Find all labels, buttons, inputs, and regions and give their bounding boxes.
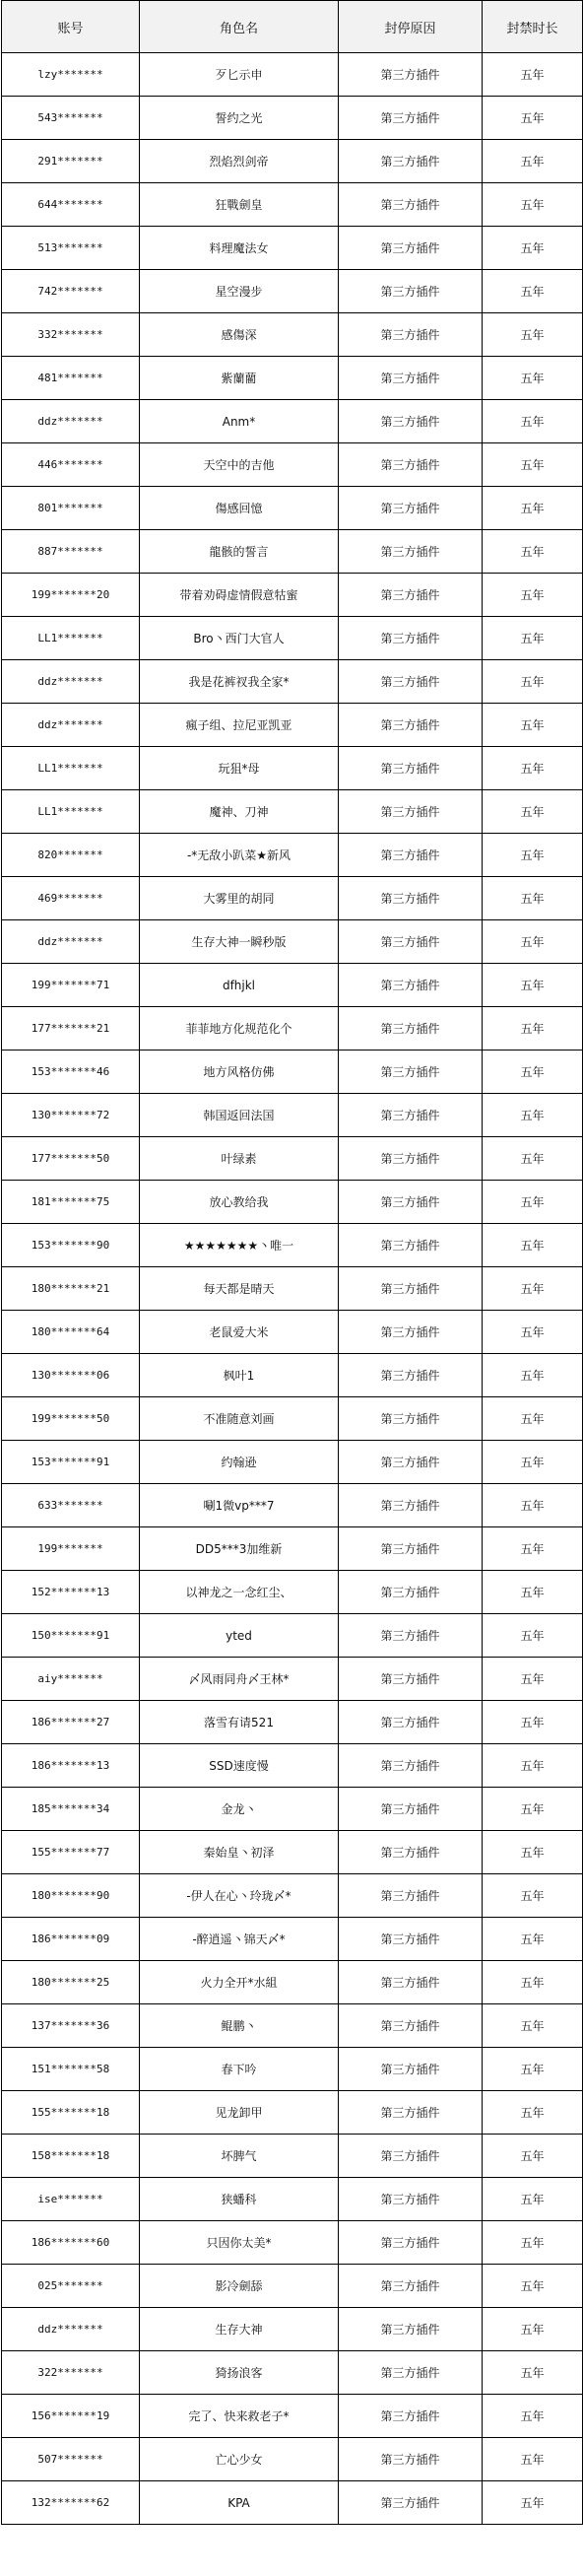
ban-duration-cell: 五年 — [483, 574, 583, 617]
role-name-cell: 枫叶1 — [140, 1354, 339, 1397]
account-cell: 291******* — [2, 140, 140, 183]
ban-duration-cell: 五年 — [483, 313, 583, 357]
role-name-cell: 叶绿素 — [140, 1137, 339, 1181]
ban-reason-cell: 第三方插件 — [339, 227, 483, 270]
ban-duration-cell: 五年 — [483, 2048, 583, 2091]
ban-reason-cell: 第三方插件 — [339, 1354, 483, 1397]
role-name-cell: 星空漫步 — [140, 270, 339, 313]
role-name-cell: 秦始皇丶初泽 — [140, 1831, 339, 1874]
ban-reason-cell: 第三方插件 — [339, 530, 483, 574]
ban-duration-cell: 五年 — [483, 704, 583, 747]
table-row — [2, 2048, 583, 2091]
ban-reason-cell: 第三方插件 — [339, 357, 483, 400]
ban-reason-cell: 第三方插件 — [339, 1831, 483, 1874]
header-role-name: 角色名 — [140, 1, 339, 53]
role-name-cell: 春下吟 — [140, 2048, 339, 2091]
role-name-cell: 料理魔法女 — [140, 227, 339, 270]
table-row — [2, 747, 583, 790]
account-cell: 180*******64 — [2, 1311, 140, 1354]
ban-reason-cell: 第三方插件 — [339, 487, 483, 530]
account-cell: 181*******75 — [2, 1181, 140, 1224]
ban-reason-cell: 第三方插件 — [339, 1701, 483, 1744]
account-cell: ddz******* — [2, 920, 140, 964]
ban-duration-cell: 五年 — [483, 2395, 583, 2438]
table-row — [2, 530, 583, 574]
role-name-cell: 生存大神一瞬秒版 — [140, 920, 339, 964]
table-row — [2, 617, 583, 660]
ban-reason-cell: 第三方插件 — [339, 400, 483, 443]
table-row — [2, 2481, 583, 2525]
account-cell: 130*******72 — [2, 1094, 140, 1137]
ban-duration-cell: 五年 — [483, 2481, 583, 2525]
table-row — [2, 1701, 583, 1744]
table-row — [2, 1441, 583, 1484]
ban-reason-cell: 第三方插件 — [339, 2048, 483, 2091]
header-ban-reason: 封停原因 — [339, 1, 483, 53]
account-cell: 130*******06 — [2, 1354, 140, 1397]
role-name-cell: 天空中的吉他 — [140, 443, 339, 487]
ban-duration-cell: 五年 — [483, 270, 583, 313]
table-row — [2, 574, 583, 617]
role-name-cell: 不准随意刘画 — [140, 1397, 339, 1441]
ban-duration-cell: 五年 — [483, 964, 583, 1007]
ban-reason-cell: 第三方插件 — [339, 53, 483, 97]
table-row — [2, 1224, 583, 1267]
table-row — [2, 790, 583, 834]
table-row — [2, 1874, 583, 1918]
ban-reason-cell: 第三方插件 — [339, 2221, 483, 2265]
header-row — [2, 1, 583, 53]
ban-reason-cell: 第三方插件 — [339, 747, 483, 790]
role-name-cell: 唰1微vp***7 — [140, 1484, 339, 1527]
role-name-cell: 带着劝碍虚情假意牯蜜 — [140, 574, 339, 617]
ban-reason-cell: 第三方插件 — [339, 443, 483, 487]
role-name-cell: 烈焰烈剑帝 — [140, 140, 339, 183]
table-row — [2, 1571, 583, 1614]
ban-duration-cell: 五年 — [483, 1267, 583, 1311]
account-cell: 887******* — [2, 530, 140, 574]
role-name-cell: -醉逍遥丶锦天〆* — [140, 1918, 339, 1961]
ban-reason-cell: 第三方插件 — [339, 1397, 483, 1441]
table-row — [2, 1614, 583, 1658]
ban-duration-cell: 五年 — [483, 2308, 583, 2351]
table-row — [2, 1311, 583, 1354]
ban-list-table — [1, 0, 583, 2525]
ban-duration-cell: 五年 — [483, 1744, 583, 1788]
account-cell: 158*******18 — [2, 2135, 140, 2178]
account-cell: 543******* — [2, 97, 140, 140]
role-name-cell: 约翰逊 — [140, 1441, 339, 1484]
table-row — [2, 53, 583, 97]
ban-reason-cell: 第三方插件 — [339, 1311, 483, 1354]
table-row — [2, 1137, 583, 1181]
table-row — [2, 1658, 583, 1701]
table-row — [2, 2004, 583, 2048]
ban-duration-cell: 五年 — [483, 183, 583, 227]
account-cell: 469******* — [2, 877, 140, 920]
table-row — [2, 704, 583, 747]
ban-duration-cell: 五年 — [483, 53, 583, 97]
ban-reason-cell: 第三方插件 — [339, 140, 483, 183]
role-name-cell: 菲菲地方化规范化个 — [140, 1007, 339, 1051]
account-cell: 801******* — [2, 487, 140, 530]
table-row — [2, 2308, 583, 2351]
ban-duration-cell: 五年 — [483, 140, 583, 183]
account-cell: ise******* — [2, 2178, 140, 2221]
ban-reason-cell: 第三方插件 — [339, 834, 483, 877]
ban-reason-cell: 第三方插件 — [339, 1137, 483, 1181]
ban-duration-cell: 五年 — [483, 1484, 583, 1527]
ban-duration-cell: 五年 — [483, 2438, 583, 2481]
account-cell: 507******* — [2, 2438, 140, 2481]
ban-reason-cell: 第三方插件 — [339, 1051, 483, 1094]
ban-duration-cell: 五年 — [483, 1441, 583, 1484]
table-row — [2, 660, 583, 704]
table-row — [2, 1527, 583, 1571]
ban-reason-cell: 第三方插件 — [339, 1961, 483, 2004]
ban-duration-cell: 五年 — [483, 487, 583, 530]
account-cell: ddz******* — [2, 704, 140, 747]
role-name-cell: 紫蘭藺 — [140, 357, 339, 400]
account-cell: 633******* — [2, 1484, 140, 1527]
role-name-cell: 老鼠爱大米 — [140, 1311, 339, 1354]
table-row — [2, 1744, 583, 1788]
role-name-cell: 玩狙*母 — [140, 747, 339, 790]
account-cell: 644******* — [2, 183, 140, 227]
ban-duration-cell: 五年 — [483, 2351, 583, 2395]
table-row — [2, 1007, 583, 1051]
account-cell: 186*******09 — [2, 1918, 140, 1961]
account-cell: 180*******21 — [2, 1267, 140, 1311]
table-row — [2, 877, 583, 920]
ban-duration-cell: 五年 — [483, 1007, 583, 1051]
role-name-cell: 金龙丶 — [140, 1788, 339, 1831]
table-row — [2, 2351, 583, 2395]
table-row — [2, 1094, 583, 1137]
ban-reason-cell: 第三方插件 — [339, 2438, 483, 2481]
ban-reason-cell: 第三方插件 — [339, 2351, 483, 2395]
role-name-cell: 坏脾气 — [140, 2135, 339, 2178]
ban-duration-cell: 五年 — [483, 97, 583, 140]
table-row — [2, 1484, 583, 1527]
ban-reason-cell: 第三方插件 — [339, 1267, 483, 1311]
table-row — [2, 1267, 583, 1311]
table-row — [2, 1181, 583, 1224]
role-name-cell: 落雪有请521 — [140, 1701, 339, 1744]
role-name-cell: dfhjkl — [140, 964, 339, 1007]
table-row — [2, 1354, 583, 1397]
account-cell: 177*******50 — [2, 1137, 140, 1181]
role-name-cell: 傷感回憶 — [140, 487, 339, 530]
role-name-cell: 〆风雨同舟〆王林* — [140, 1658, 339, 1701]
table-row — [2, 2221, 583, 2265]
role-name-cell: 我是花裤衩我全家* — [140, 660, 339, 704]
ban-reason-cell: 第三方插件 — [339, 2265, 483, 2308]
role-name-cell: 见龙卸甲 — [140, 2091, 339, 2135]
ban-reason-cell: 第三方插件 — [339, 313, 483, 357]
ban-reason-cell: 第三方插件 — [339, 1571, 483, 1614]
ban-duration-cell: 五年 — [483, 1831, 583, 1874]
role-name-cell: 誓约之光 — [140, 97, 339, 140]
role-name-cell: 鲲鹏丶 — [140, 2004, 339, 2048]
ban-reason-cell: 第三方插件 — [339, 1007, 483, 1051]
ban-reason-cell: 第三方插件 — [339, 1224, 483, 1267]
ban-duration-cell: 五年 — [483, 1051, 583, 1094]
account-cell: 132*******62 — [2, 2481, 140, 2525]
account-cell: 742******* — [2, 270, 140, 313]
ban-duration-cell: 五年 — [483, 1397, 583, 1441]
table-row — [2, 1831, 583, 1874]
account-cell: 156*******19 — [2, 2395, 140, 2438]
ban-reason-cell: 第三方插件 — [339, 877, 483, 920]
ban-reason-cell: 第三方插件 — [339, 1658, 483, 1701]
ban-duration-cell: 五年 — [483, 790, 583, 834]
role-name-cell: 以神龙之一念红尘、 — [140, 1571, 339, 1614]
account-cell: 153*******91 — [2, 1441, 140, 1484]
ban-reason-cell: 第三方插件 — [339, 2004, 483, 2048]
ban-duration-cell: 五年 — [483, 1961, 583, 2004]
table-row — [2, 400, 583, 443]
table-row — [2, 270, 583, 313]
table-row — [2, 2091, 583, 2135]
account-cell: 186*******13 — [2, 1744, 140, 1788]
ban-reason-cell: 第三方插件 — [339, 617, 483, 660]
role-name-cell: KPA — [140, 2481, 339, 2525]
account-cell: 177*******21 — [2, 1007, 140, 1051]
role-name-cell: 狂戰劍皇 — [140, 183, 339, 227]
role-name-cell: 影冷劍舔 — [140, 2265, 339, 2308]
table-row — [2, 1918, 583, 1961]
account-cell: 820******* — [2, 834, 140, 877]
account-cell: 151*******58 — [2, 2048, 140, 2091]
role-name-cell: 狭蟠科 — [140, 2178, 339, 2221]
role-name-cell: 完了、快来救老子* — [140, 2395, 339, 2438]
ban-list-body — [2, 53, 583, 2525]
role-name-cell: 每天都是晴天 — [140, 1267, 339, 1311]
account-cell: ddz******* — [2, 400, 140, 443]
role-name-cell: 猗扬浪客 — [140, 2351, 339, 2395]
ban-duration-cell: 五年 — [483, 2178, 583, 2221]
table-row — [2, 487, 583, 530]
ban-duration-cell: 五年 — [483, 1527, 583, 1571]
table-row — [2, 443, 583, 487]
role-name-cell: -伊人在心丶玲珑〆* — [140, 1874, 339, 1918]
table-row — [2, 1397, 583, 1441]
ban-duration-cell: 五年 — [483, 617, 583, 660]
ban-reason-cell: 第三方插件 — [339, 1614, 483, 1658]
role-name-cell: 大雾里的胡同 — [140, 877, 339, 920]
ban-duration-cell: 五年 — [483, 1918, 583, 1961]
ban-reason-cell: 第三方插件 — [339, 574, 483, 617]
ban-reason-cell: 第三方插件 — [339, 790, 483, 834]
ban-duration-cell: 五年 — [483, 920, 583, 964]
account-cell: ddz******* — [2, 2308, 140, 2351]
ban-reason-cell: 第三方插件 — [339, 97, 483, 140]
account-cell: 481******* — [2, 357, 140, 400]
ban-duration-cell: 五年 — [483, 2004, 583, 2048]
ban-reason-cell: 第三方插件 — [339, 1874, 483, 1918]
account-cell: LL1******* — [2, 790, 140, 834]
ban-duration-cell: 五年 — [483, 1094, 583, 1137]
ban-duration-cell: 五年 — [483, 1614, 583, 1658]
table-row — [2, 2178, 583, 2221]
table-row — [2, 2395, 583, 2438]
ban-reason-cell: 第三方插件 — [339, 2395, 483, 2438]
ban-duration-cell: 五年 — [483, 747, 583, 790]
ban-reason-cell: 第三方插件 — [339, 1094, 483, 1137]
header-ban-duration: 封禁时长 — [483, 1, 583, 53]
account-cell: 150*******91 — [2, 1614, 140, 1658]
account-cell: 186*******60 — [2, 2221, 140, 2265]
ban-reason-cell: 第三方插件 — [339, 1788, 483, 1831]
role-name-cell: Bro丶西门大官人 — [140, 617, 339, 660]
account-cell: lzy******* — [2, 53, 140, 97]
ban-duration-cell: 五年 — [483, 2091, 583, 2135]
ban-duration-cell: 五年 — [483, 834, 583, 877]
ban-reason-cell: 第三方插件 — [339, 1441, 483, 1484]
account-cell: 180*******90 — [2, 1874, 140, 1918]
ban-duration-cell: 五年 — [483, 660, 583, 704]
account-cell: 180*******25 — [2, 1961, 140, 2004]
ban-duration-cell: 五年 — [483, 1658, 583, 1701]
table-row — [2, 920, 583, 964]
ban-duration-cell: 五年 — [483, 1874, 583, 1918]
ban-reason-cell: 第三方插件 — [339, 1181, 483, 1224]
ban-reason-cell: 第三方插件 — [339, 1744, 483, 1788]
ban-duration-cell: 五年 — [483, 443, 583, 487]
ban-reason-cell: 第三方插件 — [339, 2091, 483, 2135]
account-cell: aiy******* — [2, 1658, 140, 1701]
ban-reason-cell: 第三方插件 — [339, 183, 483, 227]
ban-duration-cell: 五年 — [483, 400, 583, 443]
account-cell: 153*******46 — [2, 1051, 140, 1094]
role-name-cell: 火力全开*水組 — [140, 1961, 339, 2004]
role-name-cell: 歹匕示申 — [140, 53, 339, 97]
role-name-cell: 龍骸的誓言 — [140, 530, 339, 574]
role-name-cell: -*无敌小趴菜★新风 — [140, 834, 339, 877]
account-cell: 513******* — [2, 227, 140, 270]
account-cell: 199******* — [2, 1527, 140, 1571]
account-cell: 155*******18 — [2, 2091, 140, 2135]
account-cell: 153*******90 — [2, 1224, 140, 1267]
role-name-cell: 只因你太美* — [140, 2221, 339, 2265]
ban-duration-cell: 五年 — [483, 1354, 583, 1397]
role-name-cell: ★★★★★★★丶唯一 — [140, 1224, 339, 1267]
account-cell: 199*******71 — [2, 964, 140, 1007]
ban-duration-cell: 五年 — [483, 2265, 583, 2308]
role-name-cell: 亡心少女 — [140, 2438, 339, 2481]
account-cell: ddz******* — [2, 660, 140, 704]
account-cell: 186*******27 — [2, 1701, 140, 1744]
table-row — [2, 183, 583, 227]
ban-reason-cell: 第三方插件 — [339, 2481, 483, 2525]
account-cell: 152*******13 — [2, 1571, 140, 1614]
role-name-cell: Anm* — [140, 400, 339, 443]
role-name-cell: 放心教给我 — [140, 1181, 339, 1224]
ban-reason-cell: 第三方插件 — [339, 704, 483, 747]
table-row — [2, 357, 583, 400]
table-row — [2, 227, 583, 270]
table-row — [2, 2438, 583, 2481]
account-cell: 322******* — [2, 2351, 140, 2395]
account-cell: 185*******34 — [2, 1788, 140, 1831]
role-name-cell: yted — [140, 1614, 339, 1658]
ban-duration-cell: 五年 — [483, 227, 583, 270]
ban-reason-cell: 第三方插件 — [339, 270, 483, 313]
account-cell: 155*******77 — [2, 1831, 140, 1874]
role-name-cell: 瘋子组、拉尼亚凯亚 — [140, 704, 339, 747]
role-name-cell: 魔神、刀神 — [140, 790, 339, 834]
table-row — [2, 834, 583, 877]
ban-duration-cell: 五年 — [483, 2221, 583, 2265]
account-cell: LL1******* — [2, 617, 140, 660]
ban-reason-cell: 第三方插件 — [339, 660, 483, 704]
table-row — [2, 2135, 583, 2178]
table-row — [2, 97, 583, 140]
ban-reason-cell: 第三方插件 — [339, 1484, 483, 1527]
ban-duration-cell: 五年 — [483, 2135, 583, 2178]
ban-duration-cell: 五年 — [483, 357, 583, 400]
ban-reason-cell: 第三方插件 — [339, 1527, 483, 1571]
table-row — [2, 140, 583, 183]
ban-duration-cell: 五年 — [483, 1788, 583, 1831]
ban-duration-cell: 五年 — [483, 1701, 583, 1744]
table-row — [2, 964, 583, 1007]
ban-reason-cell: 第三方插件 — [339, 920, 483, 964]
role-name-cell: 地方风格仿佛 — [140, 1051, 339, 1094]
table-row — [2, 2265, 583, 2308]
ban-duration-cell: 五年 — [483, 1137, 583, 1181]
ban-reason-cell: 第三方插件 — [339, 964, 483, 1007]
table-row — [2, 1961, 583, 2004]
role-name-cell: 生存大神 — [140, 2308, 339, 2351]
ban-duration-cell: 五年 — [483, 1571, 583, 1614]
account-cell: 199*******20 — [2, 574, 140, 617]
account-cell: LL1******* — [2, 747, 140, 790]
ban-duration-cell: 五年 — [483, 1311, 583, 1354]
table-row — [2, 1051, 583, 1094]
role-name-cell: 感傷深 — [140, 313, 339, 357]
ban-reason-cell: 第三方插件 — [339, 1918, 483, 1961]
account-cell: 137*******36 — [2, 2004, 140, 2048]
ban-reason-cell: 第三方插件 — [339, 2178, 483, 2221]
role-name-cell: SSD速度慢 — [140, 1744, 339, 1788]
header-account: 账号 — [2, 1, 140, 53]
account-cell: 199*******50 — [2, 1397, 140, 1441]
ban-duration-cell: 五年 — [483, 1224, 583, 1267]
ban-duration-cell: 五年 — [483, 1181, 583, 1224]
account-cell: 446******* — [2, 443, 140, 487]
table-row — [2, 313, 583, 357]
ban-duration-cell: 五年 — [483, 877, 583, 920]
table-row — [2, 1788, 583, 1831]
role-name-cell: 韩国返回法国 — [140, 1094, 339, 1137]
ban-reason-cell: 第三方插件 — [339, 2135, 483, 2178]
ban-reason-cell: 第三方插件 — [339, 2308, 483, 2351]
account-cell: 025******* — [2, 2265, 140, 2308]
account-cell: 332******* — [2, 313, 140, 357]
ban-duration-cell: 五年 — [483, 530, 583, 574]
role-name-cell: DD5***3加维新 — [140, 1527, 339, 1571]
